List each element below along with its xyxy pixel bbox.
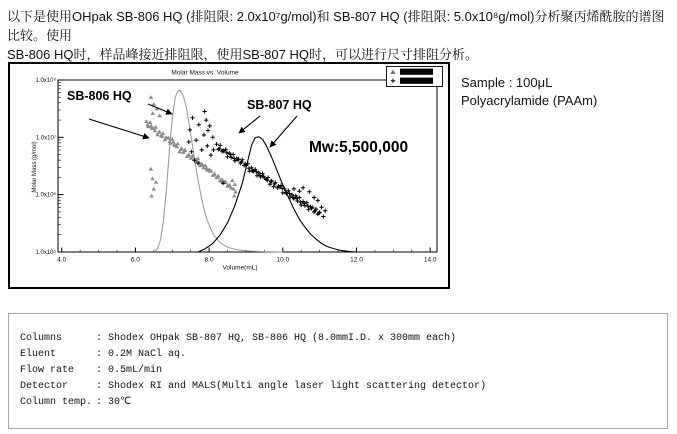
x-tick-label: 14.0 <box>423 256 437 264</box>
intro-line-1: 以下是使用OHpak SB-806 HQ (排阻限: 2.0x10⁷g/mol)和 SB-807 HQ (排阻限: 5.0x10⁸g/mol)分析聚丙烯酰胺的谱图比较。使用 <box>7 9 665 43</box>
sample-volume: Sample : 100μL <box>461 75 553 90</box>
sample-material: Polyacrylamide (PAAm) <box>461 93 598 108</box>
y-axis <box>35 77 63 256</box>
x-tick-label: 10.0 <box>276 256 290 264</box>
y-tick-label: 1.0x10⁶ <box>35 192 56 199</box>
chromatogram-figure <box>8 62 450 289</box>
sb807-label: SB-807 HQ <box>247 98 312 112</box>
y-tick-label: 1.0x10⁵ <box>35 250 56 256</box>
mw-annotation: Mw:5,500,000 <box>309 139 409 156</box>
condition-label: Flow rate <box>20 365 75 376</box>
condition-label: Eluent <box>20 349 57 360</box>
condition-value: : Shodex OHpak SB-807 HQ, SB-806 HQ (8.0mmI.D. x 300mm each) <box>96 333 457 344</box>
sample-info <box>461 74 597 110</box>
sb806-label: SB-806 HQ <box>67 89 132 103</box>
conditions-panel <box>8 313 668 429</box>
y-tick-label: 1.0x10⁷ <box>35 135 56 142</box>
condition-label: Columns <box>20 333 63 344</box>
condition-row-2 <box>20 363 667 379</box>
intro-line-2: SB-806 HQ时，样品峰接近排阻限，使用SB-807 HQ时，可以进行尺寸排阻分析。 <box>7 47 478 62</box>
condition-row-1 <box>20 347 667 363</box>
condition-label: Column temp. <box>20 397 93 408</box>
x-axis-label: Volume(mL) <box>222 264 258 272</box>
condition-row-3 <box>20 379 667 395</box>
condition-row-4 <box>20 395 667 411</box>
molar-mass-vs-volume-chart <box>10 64 448 287</box>
legend-label-bar <box>400 78 433 84</box>
x-tick-label: 6.0 <box>130 256 140 264</box>
x-tick-label: 4.0 <box>57 256 67 264</box>
x-tick-label: 8.0 <box>204 256 214 264</box>
condition-row-0 <box>20 331 667 347</box>
intro-text <box>7 7 672 64</box>
sb807-mals-scatter <box>187 109 328 218</box>
condition-value: : Shodex RI and MALS(Multi angle laser light scattering detector) <box>96 381 487 392</box>
sb806-mals-scatter <box>144 95 238 197</box>
legend <box>387 67 443 87</box>
condition-value: : 0.2M NaCl aq. <box>96 349 187 360</box>
sb806-ri-curve <box>154 90 283 252</box>
y-axis-label: Molar Mass (g/mol) <box>32 141 38 193</box>
x-tick-label: 12.0 <box>350 256 363 264</box>
x-axis <box>57 248 437 264</box>
condition-value: : 30℃ <box>96 397 132 408</box>
legend-label-bar <box>400 69 433 75</box>
chart-title: Molar Mass vs. Volume <box>171 69 239 77</box>
y-tick-label: 1.0x10⁸ <box>35 78 56 84</box>
condition-value: : 0.5mL/min <box>96 365 163 376</box>
condition-label: Detector <box>20 381 69 392</box>
